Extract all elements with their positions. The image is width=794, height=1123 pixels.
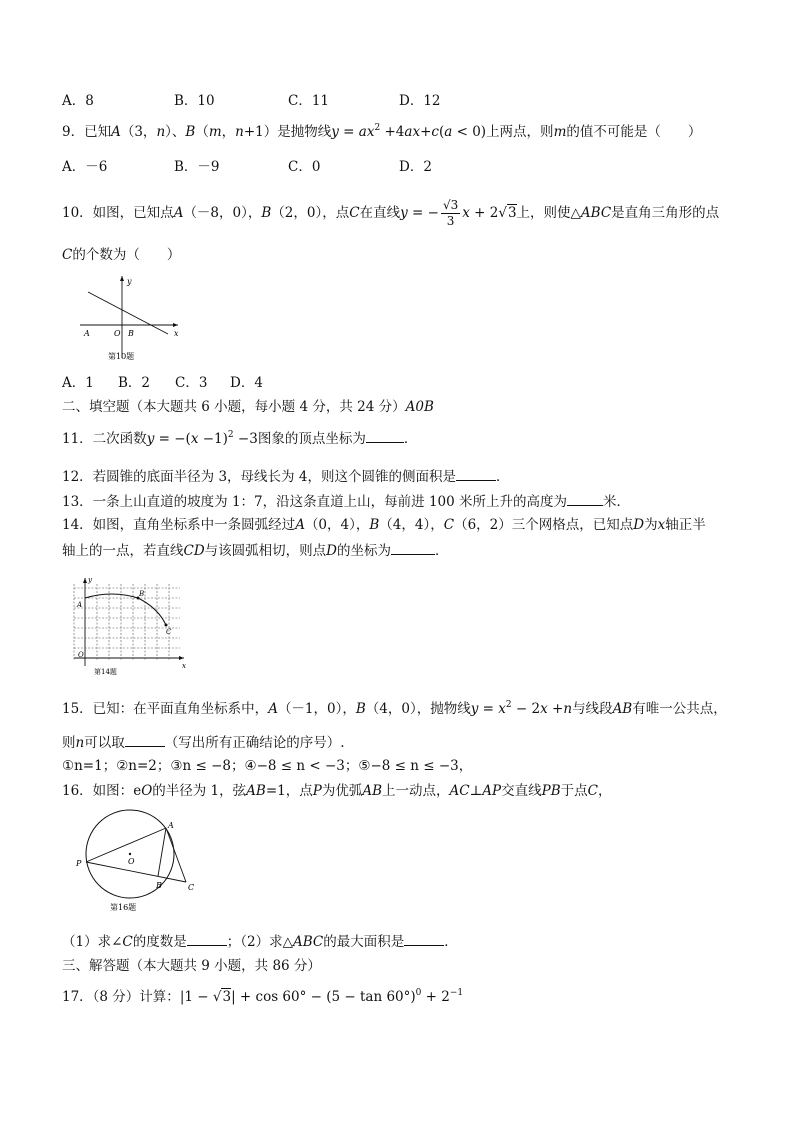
q9-var: m — [553, 124, 567, 140]
q16-text: 的度数是 — [132, 934, 187, 950]
q13-text: 13．一条上山直道的坡度为 1：7，沿这条直道上山，每前进 100 米所上升的高度为 — [62, 494, 567, 510]
q10-label-y: y — [127, 277, 132, 286]
q10-text: 上，则使△ — [516, 205, 581, 221]
q9-var: x — [366, 124, 375, 140]
q9-text: = — [338, 124, 359, 140]
q10-var: C — [62, 247, 73, 263]
q14-answer-blank[interactable] — [391, 541, 435, 555]
q14-var: A — [295, 517, 305, 533]
q16-var: AB — [246, 783, 266, 799]
q9-text: 的值不可能是（ ） — [566, 124, 702, 140]
q14-text: （6，2）三个网格点，已知点 — [454, 517, 634, 533]
q15-var: AB — [612, 701, 633, 717]
q10-x-arrow — [173, 323, 178, 327]
q10-var: ABC — [580, 205, 612, 221]
q10-figure — [76, 272, 186, 364]
q14-stem-line1 — [62, 516, 706, 534]
q10-stem: 10．如图，已知点A（－8，0），B（2，0），点C在直线y = − $\frac{√3}{3}$ x + 2√3上，则使△ABC是直角三角形的点 — [62, 198, 720, 228]
q14-var: C — [443, 517, 455, 533]
q9-var: a — [444, 124, 453, 140]
q16-var: O — [141, 783, 153, 799]
q16-var: AC — [449, 783, 470, 799]
q16-label-c: C — [188, 883, 195, 892]
q17-exponent: −1 — [449, 988, 464, 998]
q10-caption: 第10题 — [108, 352, 135, 361]
q16-label-a: A — [168, 821, 174, 830]
q9-option-c: C．0 — [288, 159, 321, 175]
q8-option-a: A．8 — [62, 93, 94, 109]
q16-text: =1，点 — [265, 783, 313, 799]
q11-answer-blank[interactable] — [366, 429, 404, 443]
q10-var: C — [349, 205, 360, 221]
q15-text: （－1，0）， — [277, 701, 356, 717]
q10-y-arrow — [120, 276, 124, 281]
q10-var: y — [400, 205, 408, 221]
q16-var: C — [587, 783, 598, 799]
q16-label-b: B — [156, 881, 162, 890]
q14-var: x — [657, 517, 666, 533]
q14-label-c: C — [166, 628, 172, 636]
q9-text: ）、 — [165, 124, 186, 140]
q10-radicand: 3 — [507, 205, 517, 221]
q15-text: （写出所有正确结论的序号）. — [164, 735, 345, 751]
q13-answer-blank[interactable] — [567, 492, 603, 506]
q12-text: ． — [495, 469, 510, 485]
q15-text: （4，0），抛物线 — [365, 701, 471, 717]
q14-text: 的坐标为 — [336, 543, 391, 559]
q14-text: 轴正半 — [665, 517, 706, 533]
q17-text: + cos 60° − (5 − tan 60°) — [235, 989, 416, 1005]
q10-text: （－8，0）， — [183, 205, 262, 221]
q17-radicand: 3 — [222, 989, 232, 1005]
q15-text: 与线段 — [572, 701, 613, 717]
q11-var: y — [146, 431, 155, 447]
q16-text: 为优弧 — [321, 783, 363, 799]
q15-text: − 2 — [511, 701, 541, 717]
q14-var: CD — [183, 543, 205, 559]
q9-text: +1）是抛物线 — [243, 124, 332, 140]
q9-text: （3， — [120, 124, 157, 140]
q16-var: P — [312, 783, 322, 799]
section-3-heading: 三、解答题（本大题共 9 小题，共 86 分） — [62, 958, 321, 974]
q15-text: 有唯一公共点， — [632, 701, 727, 717]
q17-stem: 17．（8 分）计算：$|1 - √3| + \cos 60^\circ - (5 - \tan 60^\circ)^0 + 2^{-1}$ — [62, 988, 464, 1005]
q9-var: B — [185, 124, 196, 140]
q9-text: 上两点，则 — [486, 124, 554, 140]
q16-text: （1）求∠ — [62, 934, 123, 950]
q14-point-c — [165, 624, 168, 627]
q16-text: ， — [598, 783, 612, 799]
q15-text: 15．已知：在平面直角坐标系中， — [62, 701, 269, 717]
q16-answer-blank-1[interactable] — [187, 932, 227, 946]
q15-answer-blank[interactable] — [125, 733, 165, 747]
q16-text: ；（2）求△ — [226, 934, 293, 950]
q16-segment-pa — [86, 828, 166, 862]
q11-text: 11．二次函数 — [62, 431, 147, 447]
q10-text: + 2 — [469, 205, 499, 221]
q16-text: 交直线 — [501, 783, 542, 799]
q10-option-d: D．4 — [230, 375, 263, 391]
q16-text: ⊥ — [469, 783, 483, 799]
q15-var: x — [498, 701, 506, 717]
q16-var: C — [122, 934, 133, 950]
q9-option-b: B．－9 — [174, 159, 220, 175]
q14-label-o: O — [78, 651, 84, 659]
q15-text: = — [478, 701, 499, 717]
q14-label-b: B — [139, 590, 145, 598]
q14-text: 14．如图，直角坐标系中一条圆弧经过 — [62, 517, 296, 533]
section-2-tag: A0B — [405, 399, 434, 415]
q16-segment-ab — [158, 828, 166, 876]
q9-var: y — [331, 124, 339, 140]
q9-var: A — [111, 124, 121, 140]
q13-text: 米． — [603, 494, 630, 510]
q9-text: + — [420, 124, 432, 140]
q10-text: （2，0），点 — [271, 205, 350, 221]
q9-option-a: A．－6 — [62, 159, 108, 175]
q13-stem — [62, 492, 630, 511]
q16-label-p: P — [76, 859, 82, 868]
q9-var: x — [412, 124, 421, 140]
q10-label-o: O — [114, 329, 121, 338]
q14-x-arrow — [179, 656, 184, 660]
q16-label-o: O — [128, 857, 135, 866]
q10-var: A — [173, 205, 184, 221]
q17-text: | — [231, 989, 236, 1005]
q16-figure — [72, 808, 202, 916]
q17-exponent: 0 — [415, 988, 422, 998]
q10-label-a: A — [84, 329, 90, 338]
q11-text: ． — [403, 431, 418, 447]
q15-var: A — [268, 701, 278, 717]
q14-text: 与该圆弧相切，则点 — [204, 543, 327, 559]
q15-text: 则 — [62, 735, 76, 751]
q16-caption: 第16题 — [110, 903, 137, 912]
q10-fraction — [441, 198, 460, 229]
q10-var: B — [261, 205, 272, 221]
q15-exponent: 2 — [505, 700, 512, 710]
q16-center-point — [129, 853, 131, 855]
q9-exponent: 2 — [374, 123, 381, 133]
q14-label-y: y — [88, 576, 92, 584]
q16-stem — [62, 782, 612, 800]
q14-text: 为 — [644, 517, 658, 533]
q9-text: < 0) — [452, 124, 487, 140]
q9-text: +4 — [380, 124, 405, 140]
q14-caption: 第14题 — [94, 668, 117, 676]
q15-choices: ①n=1；②n=2；③n ≤ −8；④−8 ≤ n < −3；⑤−8 ≤ n ≤ −3， — [62, 758, 473, 774]
q9-text: ， — [221, 124, 236, 140]
q16-circle-symbol: e — [133, 783, 142, 799]
q10-option-c: C．3 — [175, 375, 208, 391]
q10-line — [88, 292, 168, 334]
q16-var: PB — [541, 783, 561, 799]
q17-text: + 2 — [421, 989, 450, 1005]
q10-text: = − — [407, 205, 439, 221]
q14-label-a: A — [77, 601, 83, 609]
q15-var: y — [470, 701, 479, 717]
q14-label-x: x — [182, 662, 186, 670]
q17-text: 17．（8 分）计算： — [62, 989, 180, 1005]
q14-figure — [66, 574, 190, 678]
q14-text: （4，4）， — [379, 517, 444, 533]
q11-text: −3图象的顶点坐标为 — [233, 431, 366, 447]
q14-var: B — [369, 517, 380, 533]
q11-stem — [62, 429, 417, 448]
q9-text: 9．已知 — [62, 124, 112, 140]
q10-text: 是直角三角形的点 — [611, 205, 720, 221]
q12-stem — [62, 467, 509, 486]
q12-answer-blank[interactable] — [456, 467, 496, 481]
q15-var: B — [355, 701, 366, 717]
q8-option-d: D．12 — [399, 93, 441, 109]
q10-text: 10．如图，已知点 — [62, 205, 174, 221]
q10-text: 在直线 — [359, 205, 401, 221]
q14-var: D — [633, 517, 645, 533]
q9-var: n — [235, 124, 244, 140]
q15-var: n — [563, 701, 573, 717]
q10-var: x — [462, 205, 470, 221]
q10-fraction-num: √3 — [442, 198, 459, 212]
q15-stem-line2 — [62, 733, 345, 752]
q15-var: x — [540, 701, 548, 717]
q16-text: 的最大面积是 — [323, 934, 405, 950]
q15-text: + — [547, 701, 564, 717]
section-2-text: 二、填空题（本大题共 6 小题，每小题 4 分，共 24 分） — [62, 399, 406, 415]
q14-text: （0，4）， — [304, 517, 370, 533]
q9-text: ( — [438, 124, 445, 140]
q17-text: |1 − — [179, 989, 213, 1005]
q16-subquestions — [62, 932, 458, 951]
q14-text: ． — [434, 543, 449, 559]
q15-text: 可以取 — [84, 735, 125, 751]
q9-var: a — [404, 124, 413, 140]
q16-text: ． — [444, 934, 458, 950]
q15-var: n — [75, 735, 85, 751]
q14-var: D — [326, 543, 337, 559]
q10-fraction-den: 3 — [446, 214, 455, 228]
q16-answer-blank-2[interactable] — [404, 932, 444, 946]
q16-var: ABC — [292, 934, 324, 950]
q16-text: 于点 — [560, 783, 588, 799]
q10-stem-line2 — [62, 246, 180, 264]
q14-y-arrow — [83, 578, 87, 583]
q10-text: 的个数为（ ） — [72, 247, 181, 263]
q9-stem — [62, 123, 701, 141]
q14-text: 轴上的一点，若直线 — [62, 543, 184, 559]
q16-text: 的半径为 1，弦 — [152, 783, 247, 799]
q11-text: −1) — [198, 431, 228, 447]
q9-text: （ — [195, 124, 209, 140]
q10-label-b: B — [128, 329, 134, 338]
q9-var: c — [431, 124, 439, 140]
q9-var: a — [358, 124, 367, 140]
q16-var: AP — [482, 783, 502, 799]
q16-text: 16．如图： — [62, 783, 134, 799]
q12-text: 12．若圆锥的底面半径为 3，母线长为 4，则这个圆锥的侧面积是 — [62, 469, 456, 485]
q10-option-b: B．2 — [118, 375, 151, 391]
section-2-heading — [62, 398, 434, 416]
q9-option-d: D．2 — [399, 159, 432, 175]
q10-option-a: A．1 — [62, 375, 94, 391]
q16-segment-pc — [86, 862, 186, 882]
q11-var: x — [190, 431, 199, 447]
q16-var: AB — [362, 783, 382, 799]
q8-option-c: C．11 — [288, 93, 330, 109]
q15-stem-line1 — [62, 700, 727, 718]
q11-exponent: 2 — [227, 430, 234, 440]
q16-text: 上一动点， — [382, 783, 450, 799]
q14-stem-line2 — [62, 541, 448, 560]
q10-label-x: x — [174, 329, 179, 338]
q9-var: m — [208, 124, 222, 140]
q9-var: n — [156, 124, 166, 140]
q11-text: = −( — [154, 431, 191, 447]
q8-option-b: B．10 — [174, 93, 215, 109]
